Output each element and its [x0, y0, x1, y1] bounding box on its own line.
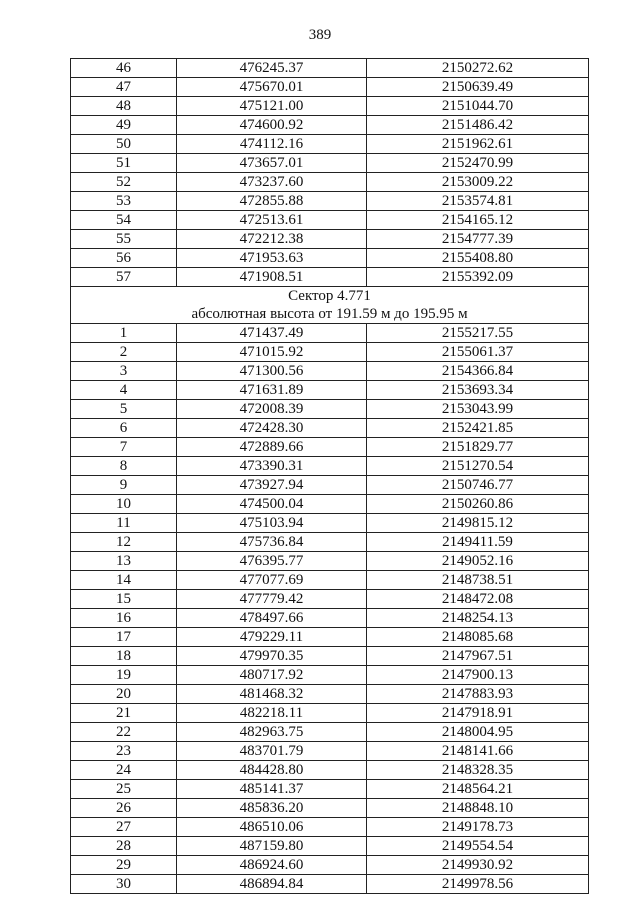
point-number-cell: 16 [71, 609, 177, 628]
y-coordinate-cell: 2148564.21 [367, 780, 589, 799]
point-number-cell: 27 [71, 818, 177, 837]
y-coordinate-cell: 2149411.59 [367, 533, 589, 552]
point-number-cell: 51 [71, 154, 177, 173]
x-coordinate-cell: 483701.79 [177, 742, 367, 761]
y-coordinate-cell: 2154777.39 [367, 230, 589, 249]
point-number-cell: 19 [71, 666, 177, 685]
table-row [71, 59, 589, 78]
x-coordinate-cell: 474500.04 [177, 495, 367, 514]
table-row [71, 495, 589, 514]
y-coordinate-cell: 2153009.22 [367, 173, 589, 192]
x-coordinate-cell: 481468.32 [177, 685, 367, 704]
x-coordinate-cell: 477077.69 [177, 571, 367, 590]
x-coordinate-cell: 472889.66 [177, 438, 367, 457]
y-coordinate-cell: 2151270.54 [367, 457, 589, 476]
x-coordinate-cell: 486924.60 [177, 856, 367, 875]
point-number-cell: 29 [71, 856, 177, 875]
table-row [71, 514, 589, 533]
point-number-cell: 30 [71, 875, 177, 894]
x-coordinate-cell: 485836.20 [177, 799, 367, 818]
table-row [71, 609, 589, 628]
y-coordinate-cell: 2148085.68 [367, 628, 589, 647]
point-number-cell: 52 [71, 173, 177, 192]
table-row [71, 400, 589, 419]
x-coordinate-cell: 475736.84 [177, 533, 367, 552]
y-coordinate-cell: 2149815.12 [367, 514, 589, 533]
x-coordinate-cell: 474112.16 [177, 135, 367, 154]
point-number-cell: 4 [71, 381, 177, 400]
table-row [71, 533, 589, 552]
table-row [71, 476, 589, 495]
table-row [71, 666, 589, 685]
x-coordinate-cell: 471437.49 [177, 324, 367, 343]
point-number-cell: 1 [71, 324, 177, 343]
x-coordinate-cell: 471015.92 [177, 343, 367, 362]
point-number-cell: 24 [71, 761, 177, 780]
y-coordinate-cell: 2151829.77 [367, 438, 589, 457]
table-row [71, 742, 589, 761]
x-coordinate-cell: 486510.06 [177, 818, 367, 837]
table-row [71, 211, 589, 230]
table-row [71, 381, 589, 400]
point-number-cell: 49 [71, 116, 177, 135]
point-number-cell: 14 [71, 571, 177, 590]
x-coordinate-cell: 473657.01 [177, 154, 367, 173]
y-coordinate-cell: 2148472.08 [367, 590, 589, 609]
y-coordinate-cell: 2149052.16 [367, 552, 589, 571]
point-number-cell: 54 [71, 211, 177, 230]
y-coordinate-cell: 2154366.84 [367, 362, 589, 381]
table-row [71, 723, 589, 742]
y-coordinate-cell: 2150746.77 [367, 476, 589, 495]
x-coordinate-cell: 475121.00 [177, 97, 367, 116]
point-number-cell: 5 [71, 400, 177, 419]
point-number-cell: 15 [71, 590, 177, 609]
table-row [71, 875, 589, 894]
table-row [71, 590, 589, 609]
y-coordinate-cell: 2148004.95 [367, 723, 589, 742]
x-coordinate-cell: 475103.94 [177, 514, 367, 533]
table-row [71, 647, 589, 666]
x-coordinate-cell: 487159.80 [177, 837, 367, 856]
table-row [71, 552, 589, 571]
point-number-cell: 55 [71, 230, 177, 249]
point-number-cell: 53 [71, 192, 177, 211]
point-number-cell: 10 [71, 495, 177, 514]
table-row [71, 704, 589, 723]
y-coordinate-cell: 2155061.37 [367, 343, 589, 362]
x-coordinate-cell: 471908.51 [177, 268, 367, 287]
y-coordinate-cell: 2147900.13 [367, 666, 589, 685]
section-header [71, 287, 589, 324]
x-coordinate-cell: 472008.39 [177, 400, 367, 419]
table-row [71, 856, 589, 875]
y-coordinate-cell: 2151486.42 [367, 116, 589, 135]
point-number-cell: 20 [71, 685, 177, 704]
table-row [71, 154, 589, 173]
x-coordinate-cell: 484428.80 [177, 761, 367, 780]
x-coordinate-cell: 485141.37 [177, 780, 367, 799]
table-row [71, 799, 589, 818]
table-row [71, 457, 589, 476]
x-coordinate-cell: 479229.11 [177, 628, 367, 647]
y-coordinate-cell: 2152470.99 [367, 154, 589, 173]
point-number-cell: 6 [71, 419, 177, 438]
section-header-row [71, 287, 589, 324]
rows-before-section [71, 59, 589, 287]
y-coordinate-cell: 2150639.49 [367, 78, 589, 97]
point-number-cell: 21 [71, 704, 177, 723]
x-coordinate-cell: 473237.60 [177, 173, 367, 192]
x-coordinate-cell: 471300.56 [177, 362, 367, 381]
table-row [71, 135, 589, 154]
x-coordinate-cell: 475670.01 [177, 78, 367, 97]
x-coordinate-cell: 471631.89 [177, 381, 367, 400]
y-coordinate-cell: 2155408.80 [367, 249, 589, 268]
point-number-cell: 26 [71, 799, 177, 818]
y-coordinate-cell: 2149978.56 [367, 875, 589, 894]
table-row [71, 268, 589, 287]
table-row [71, 173, 589, 192]
x-coordinate-cell: 476245.37 [177, 59, 367, 78]
point-number-cell: 3 [71, 362, 177, 381]
table-row [71, 438, 589, 457]
coordinates-table [70, 58, 589, 894]
page-number: 389 [308, 27, 332, 43]
section-header-group [71, 287, 589, 324]
y-coordinate-cell: 2152421.85 [367, 419, 589, 438]
y-coordinate-cell: 2154165.12 [367, 211, 589, 230]
x-coordinate-cell: 476395.77 [177, 552, 367, 571]
x-coordinate-cell: 472428.30 [177, 419, 367, 438]
table-row [71, 685, 589, 704]
x-coordinate-cell: 482218.11 [177, 704, 367, 723]
x-coordinate-cell: 474600.92 [177, 116, 367, 135]
y-coordinate-cell: 2148254.13 [367, 609, 589, 628]
y-coordinate-cell: 2148328.35 [367, 761, 589, 780]
y-coordinate-cell: 2151962.61 [367, 135, 589, 154]
point-number-cell: 57 [71, 268, 177, 287]
table-row [71, 116, 589, 135]
y-coordinate-cell: 2153693.34 [367, 381, 589, 400]
table-row [71, 780, 589, 799]
point-number-cell: 23 [71, 742, 177, 761]
rows-after-section [71, 324, 589, 894]
y-coordinate-cell: 2151044.70 [367, 97, 589, 116]
point-number-cell: 2 [71, 343, 177, 362]
point-number-cell: 18 [71, 647, 177, 666]
table-row [71, 249, 589, 268]
table-row [71, 192, 589, 211]
y-coordinate-cell: 2155392.09 [367, 268, 589, 287]
x-coordinate-cell: 472513.61 [177, 211, 367, 230]
y-coordinate-cell: 2150260.86 [367, 495, 589, 514]
y-coordinate-cell: 2147967.51 [367, 647, 589, 666]
y-coordinate-cell: 2150272.62 [367, 59, 589, 78]
point-number-cell: 56 [71, 249, 177, 268]
point-number-cell: 25 [71, 780, 177, 799]
y-coordinate-cell: 2149178.73 [367, 818, 589, 837]
section-altitude: абсолютная высота от 191.59 м до 195.95 м [191, 306, 468, 322]
point-number-cell: 7 [71, 438, 177, 457]
table-row [71, 324, 589, 343]
y-coordinate-cell: 2147918.91 [367, 704, 589, 723]
x-coordinate-cell: 473390.31 [177, 457, 367, 476]
table-row [71, 761, 589, 780]
x-coordinate-cell: 477779.42 [177, 590, 367, 609]
x-coordinate-cell: 480717.92 [177, 666, 367, 685]
point-number-cell: 12 [71, 533, 177, 552]
point-number-cell: 13 [71, 552, 177, 571]
point-number-cell: 11 [71, 514, 177, 533]
table-row [71, 628, 589, 647]
y-coordinate-cell: 2148848.10 [367, 799, 589, 818]
table-row [71, 571, 589, 590]
y-coordinate-cell: 2153574.81 [367, 192, 589, 211]
table-row [71, 362, 589, 381]
y-coordinate-cell: 2148141.66 [367, 742, 589, 761]
x-coordinate-cell: 473927.94 [177, 476, 367, 495]
point-number-cell: 28 [71, 837, 177, 856]
point-number-cell: 22 [71, 723, 177, 742]
x-coordinate-cell: 486894.84 [177, 875, 367, 894]
x-coordinate-cell: 472212.38 [177, 230, 367, 249]
y-coordinate-cell: 2147883.93 [367, 685, 589, 704]
y-coordinate-cell: 2149930.92 [367, 856, 589, 875]
table-row [71, 343, 589, 362]
y-coordinate-cell: 2155217.55 [367, 324, 589, 343]
y-coordinate-cell: 2149554.54 [367, 837, 589, 856]
point-number-cell: 46 [71, 59, 177, 78]
table-row [71, 419, 589, 438]
y-coordinate-cell: 2153043.99 [367, 400, 589, 419]
x-coordinate-cell: 471953.63 [177, 249, 367, 268]
table-row [71, 97, 589, 116]
point-number-cell: 48 [71, 97, 177, 116]
y-coordinate-cell: 2148738.51 [367, 571, 589, 590]
x-coordinate-cell: 478497.66 [177, 609, 367, 628]
point-number-cell: 8 [71, 457, 177, 476]
table-row [71, 818, 589, 837]
point-number-cell: 47 [71, 78, 177, 97]
point-number-cell: 50 [71, 135, 177, 154]
point-number-cell: 17 [71, 628, 177, 647]
x-coordinate-cell: 479970.35 [177, 647, 367, 666]
table-row [71, 78, 589, 97]
x-coordinate-cell: 472855.88 [177, 192, 367, 211]
x-coordinate-cell: 482963.75 [177, 723, 367, 742]
section-title: Сектор 4.771 [288, 288, 371, 304]
table-row [71, 837, 589, 856]
point-number-cell: 9 [71, 476, 177, 495]
table-row [71, 230, 589, 249]
